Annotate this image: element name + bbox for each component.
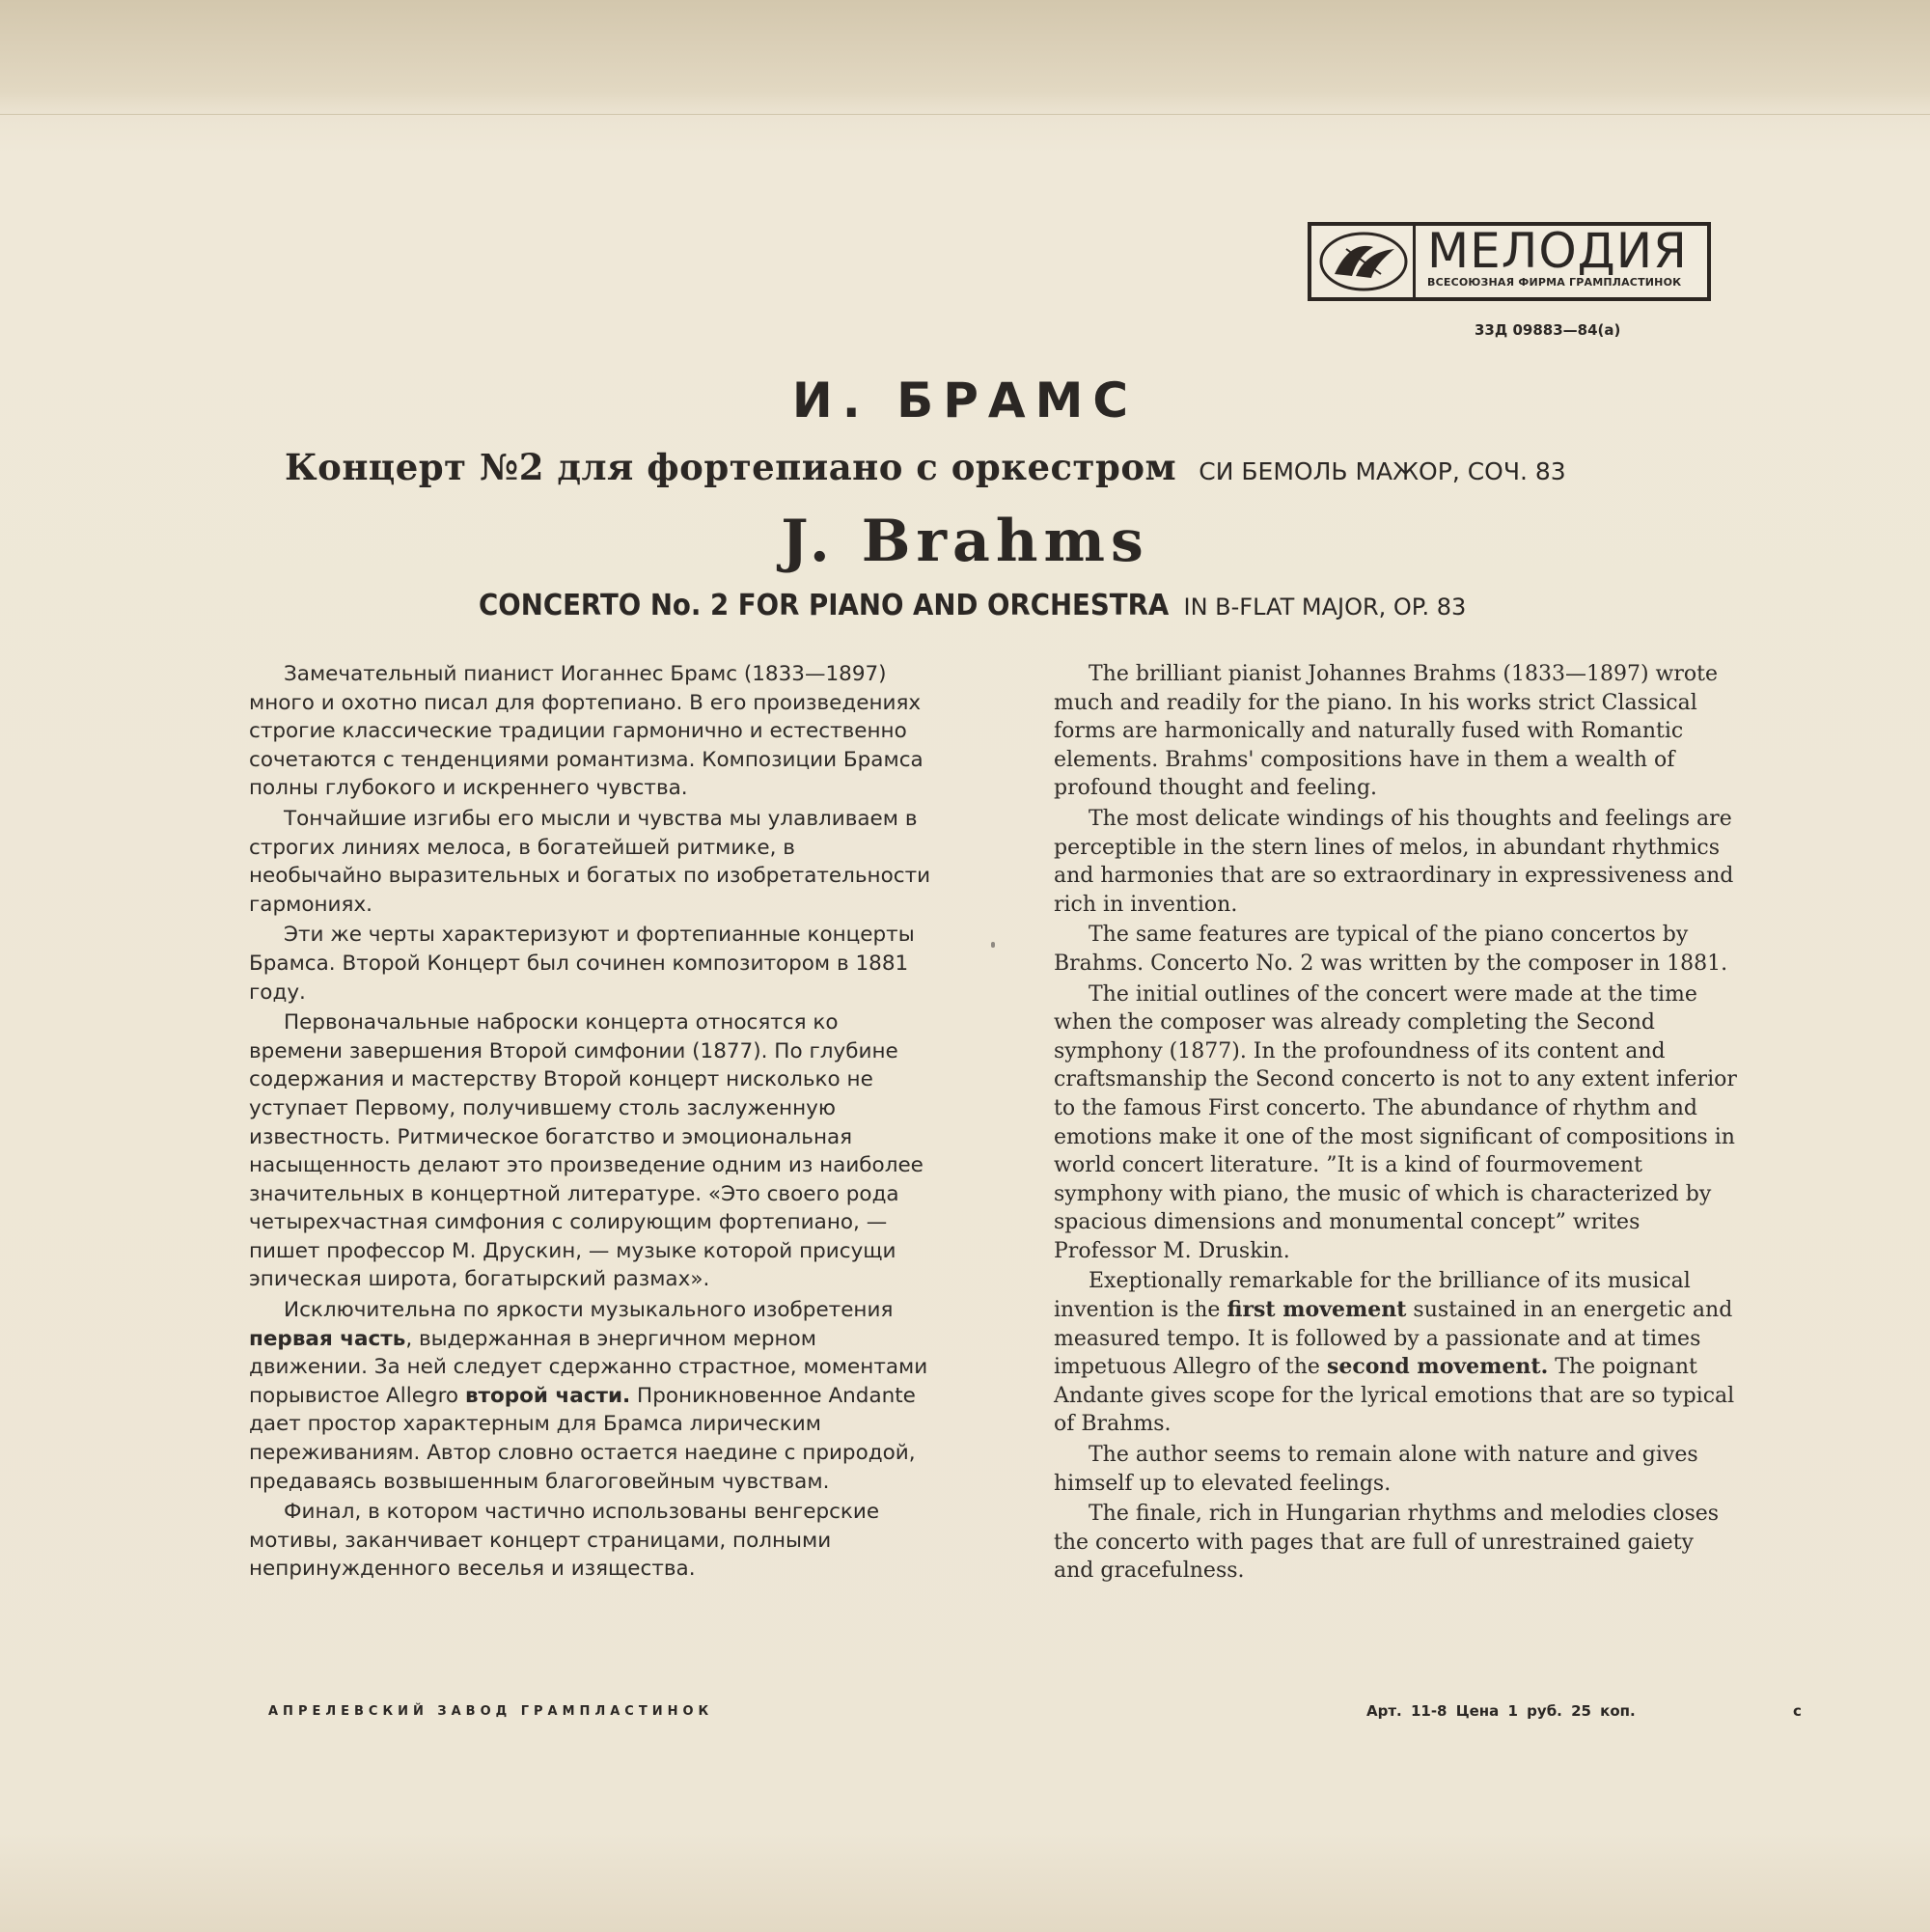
en-work-key: IN B-FLAT MAJOR, OP. 83 [1183, 593, 1467, 621]
ru-paragraph [249, 1296, 934, 1496]
en-paragraph: The brilliant pianist Johannes Brahms (1833—1897) wrote much and readily for the piano. In his works strict Classical forms are harmonically and naturally fused with Romantic elements. Brahms' compositions have in them a wealth of profound thought and feeling. [1054, 662, 1718, 801]
en-text: sustained in an energetic and measured tempo. It is followed by a passionate and at times impetuous Allegro of the [1054, 1298, 1733, 1380]
en-text: The poignant Andante gives scope for the lyrical emotions that are so typical of Brahms. [1054, 1355, 1735, 1437]
paper-speck [991, 942, 995, 948]
en-work-title: CONCERTO No. 2 FOR PIANO AND ORCHESTRA [479, 589, 1170, 622]
ru-text: Проникновенное Andante дает простор характерным для Брамса лирическим переживаниям. Автор словно остается наедине с природой, предаваясь возвышенным благоговейным чувствам. [249, 1383, 916, 1494]
top-flap-fold [0, 0, 1930, 115]
ru-paragraph: Тончайшие изгибы его мысли и чувства мы улавливаем в строгих линиях мелоса, в богатейшей ритмике, в необычайно выразительных и богатых по изобретательности гармониях. [249, 806, 931, 917]
ru-text: Исключительна по яркости музыкального изобретения [284, 1298, 894, 1323]
melodiya-logo [1308, 222, 1711, 301]
en-text: Exeptionally remarkable for the brilliance of its musical invention is the [1054, 1269, 1691, 1323]
en-bold-first-movement: first movement [1227, 1297, 1407, 1323]
en-paragraph: The most delicate windings of his thoughts and feelings are perceptible in the stern lines of melos, in abundant rhythmics and harmonies that are so extraordinary in expressiveness and rich in invention. [1054, 806, 1734, 917]
footer-price: Арт. 11-8 Цена 1 руб. 25 коп. [1366, 1702, 1636, 1720]
ru-paragraph: Финал, в котором частично использованы венгерские мотивы, заканчивает концерт страницами, полными непринужденного веселья и изящества. [249, 1500, 880, 1582]
ru-paragraph: Первоначальные наброски концерта относятся ко времени завершения Второй симфонии (1877). По глубине содержания и мастерству Второй концерт нисколько не уступает Первому, получившему столь заслуженную известность. Ритмическое богатство и эмоциональная насыщенность делают это произведение одним из наиболее значительных в концертной литературе. «Это своего рода четырехчастная симфония с солирующим фортепиано, — пишет профессор М. Друскин, — музыке которой присущи эпическая широта, богатырский размах». [249, 1010, 924, 1292]
catalog-number: 33Д 09883—84(а) [1475, 321, 1621, 339]
ru-title-row [285, 446, 1566, 488]
en-paragraph: The initial outlines of the concert were made at the time when the composer was already completing the Second symphony (1877). In the profoundness of its content and craftsmanship the Second concerto is not to any extent inferior to the famous First concerto. The abundance of rhythm and emotions make it one of the most significant of compositions in world concert literature. ”It is a kind of fourmovement symphony with piano, the music of which is characterized by spacious dimensions and monumental concept” writes Professor M. Druskin. [1054, 981, 1737, 1263]
ru-paragraph: Эти же черты характеризуют и фортепианные концерты Брамса. Второй Концерт был сочинен композитором в 1881 году. [249, 923, 915, 1005]
en-title-row [479, 589, 1466, 622]
en-paragraph: The finale, rich in Hungarian rhythms and melodies closes the concerto with pages that are full of unrestrained gaiety and gracefulness. [1054, 1502, 1720, 1584]
en-composer-name: J. Brahms [781, 508, 1149, 575]
ru-notes-column [249, 660, 934, 1584]
ru-composer-name: И. БРАМС [791, 373, 1139, 428]
ru-bold-first-part: первая часть [249, 1326, 406, 1351]
ru-work-key: СИ БЕМОЛЬ МАЖОР, СОЧ. 83 [1199, 457, 1566, 485]
logo-subtitle: ВСЕСОЮЗНАЯ ФИРМА ГРАМПЛАСТИНОК [1427, 276, 1682, 289]
logo-name: МЕЛОДИЯ [1427, 223, 1688, 279]
footer-plant-name: АПРЕЛЕВСКИЙ ЗАВОД ГРАМПЛАСТИНОК [268, 1704, 714, 1719]
footer-mark: с [1793, 1702, 1802, 1720]
ru-text: , выдержанная в энергичном мерном движении. За ней следует сдержанно страстное, моментами порывистое Allegro [249, 1326, 928, 1408]
ru-paragraph: Замечательный пианист Иоганнес Брамс (1833—1897) много и охотно писал для фортепиано. В его произведениях строгие классические традиции гармонично и естественно сочетаются с тенденциями романтизма. Композиции Брамса полны глубокого и искреннего чувства. [249, 662, 924, 801]
en-paragraph: The author seems to remain alone with nature and gives himself up to elevated feelings. [1054, 1443, 1698, 1496]
en-paragraph: The same features are typical of the piano concertos by Brahms. Concerto No. 2 was written by the composer in 1881. [1054, 923, 1728, 976]
melodiya-emblem-icon [1311, 226, 1416, 297]
en-bold-second-movement: second movement. [1326, 1354, 1549, 1380]
en-paragraph [1054, 1267, 1739, 1439]
ru-work-title: Концерт №2 для фортепиано с оркестром [285, 446, 1177, 488]
ru-bold-second-part: второй части. [464, 1383, 631, 1408]
en-notes-column [1054, 660, 1739, 1586]
